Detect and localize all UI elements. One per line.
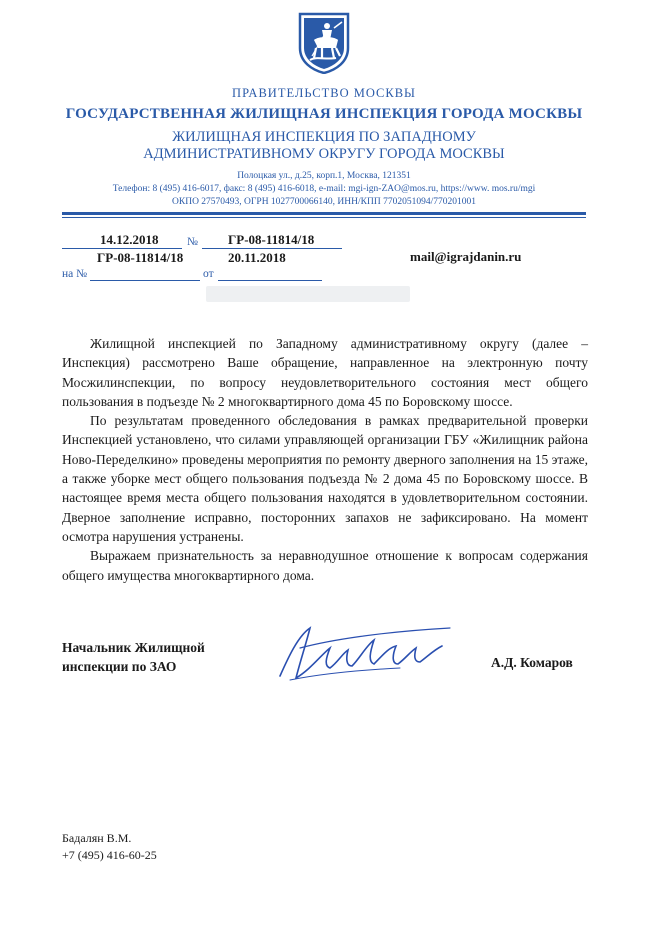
- number-sign: №: [187, 236, 198, 248]
- header-divider-thick: [62, 212, 586, 215]
- from-label: от: [203, 268, 214, 280]
- outgoing-number: ГР-08-11814/18: [228, 232, 315, 247]
- recipient-email: mail@igrajdanin.ru: [410, 249, 522, 264]
- outgoing-date: 14.12.2018: [100, 232, 159, 247]
- handwritten-signature-icon: [270, 618, 470, 688]
- contacts-line: Телефон: 8 (495) 416-6017, факс: 8 (495) 416-6018, e-mail: mgi-ign-ZAO@mos.ru, https://www. mos.ru/mgi: [112, 184, 536, 194]
- department-title-line2: АДМИНИСТРАТИВНОМУ ОКРУГУ ГОРОДА МОСКВЫ: [143, 146, 505, 162]
- signatory-title-line1: Начальник Жилищной: [62, 640, 205, 655]
- letter-body: [62, 334, 588, 585]
- ref-number-underline: [90, 280, 200, 281]
- signatory-name: А.Д. Комаров: [491, 655, 573, 670]
- department-title-line1: ЖИЛИЩНАЯ ИНСПЕКЦИЯ ПО ЗАПАДНОМУ: [172, 129, 476, 145]
- body-paragraph-3: Выражаем признательность за неравнодушное отношение к вопросам содержания общего имущества многоквартирного дома.: [62, 548, 588, 583]
- government-title: ПРАВИТЕЛЬСТВО МОСКВЫ: [232, 86, 416, 100]
- body-paragraph-2: По результатам проведенного обследования в рамках предварительной проверки Инспекцией установлено, что силами управляющей организации ГБУ «Жилищник района Ново-Переделкино» проведены мероприятия по ремонту дверного заполнения на 15 этаже, а также уборке мест общего пользования подъезда № 2 дома 45 по Боровскому шоссе. В настоящее время места общего пользования находятся в удовлетворительном состоянии. Дверное заполнение исправно, посторонних запахов не зафиксировано. На момент осмотра нарушения устранены.: [62, 413, 588, 544]
- on-number-label: на №: [62, 268, 88, 280]
- signatory-title: [62, 638, 205, 676]
- moscow-coat-of-arms-icon: [296, 10, 352, 74]
- executor-phone: +7 (495) 416-60-25: [62, 848, 157, 862]
- address-line: Полоцкая ул., д.25, корп.1, Москва, 121351: [237, 171, 411, 181]
- redacted-recipient: [206, 286, 410, 302]
- inspection-title: ГОСУДАРСТВЕННАЯ ЖИЛИЩНАЯ ИНСПЕКЦИЯ ГОРОДА МОСКВЫ: [65, 106, 583, 122]
- header-divider-thin: [62, 217, 586, 218]
- executor-name: Бадалян В.М.: [62, 831, 132, 845]
- executor-block: [62, 830, 157, 864]
- reference-date: 20.11.2018: [228, 250, 286, 265]
- number-underline: [202, 248, 342, 249]
- body-paragraph-1: Жилищной инспекцией по Западному административному округу (далее – Инспекция) рассмотрено Ваше обращение, направленное на электронную почту Мосжилинспекции, по вопросу неудовлетворительного состояния мест общего пользования в подъезде № 2 многоквартирного дома 45 по Боровскому шоссе.: [62, 336, 588, 409]
- reference-number: ГР-08-11814/18: [97, 250, 184, 265]
- registry-codes-line: ОКПО 27570493, ОГРН 1027700066140, ИНН/КПП 7702051094/770201001: [172, 197, 476, 207]
- ref-date-underline: [218, 280, 322, 281]
- signatory-title-line2: инспекции по ЗАО: [62, 659, 177, 674]
- date-underline: [62, 248, 182, 249]
